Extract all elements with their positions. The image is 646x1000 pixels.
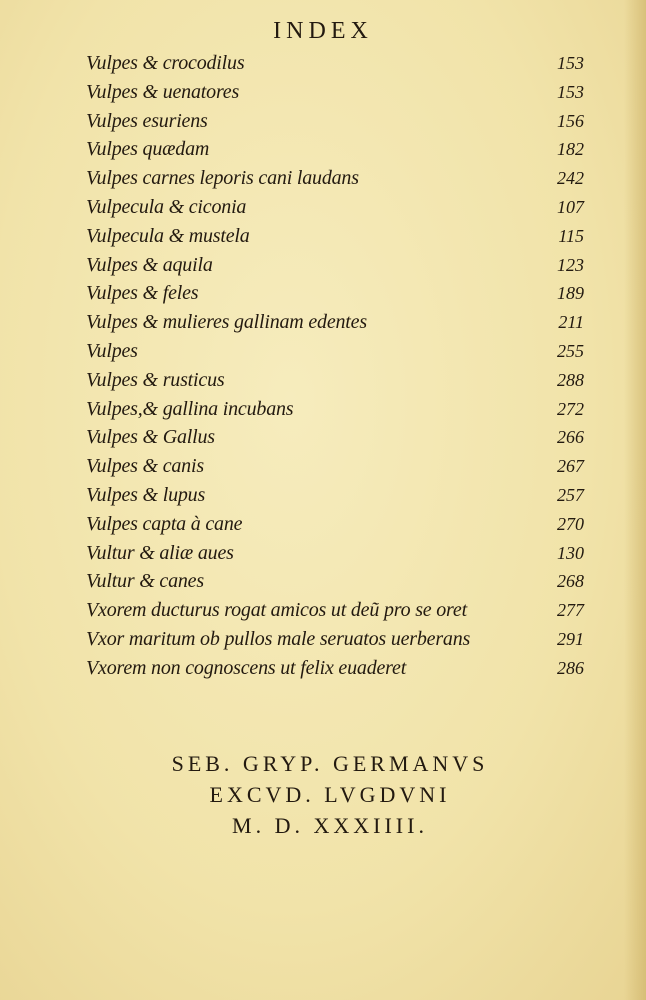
index-entry-page-number: 153 bbox=[557, 81, 584, 102]
index-entry-page-number: 286 bbox=[557, 657, 584, 678]
index-entry-page-number: 267 bbox=[557, 456, 584, 477]
index-entry-title: Vulpes & canis bbox=[86, 455, 204, 478]
index-entry-page-number: 153 bbox=[557, 53, 584, 73]
index-entry-title: Vulpes carnes leporis cani laudans bbox=[86, 167, 359, 190]
index-entry bbox=[86, 282, 586, 311]
colophon-year: M. D. XXXIIII. bbox=[232, 813, 428, 838]
colophon-printer: SEB. GRYP. GERMANVS bbox=[171, 751, 489, 776]
index-entry bbox=[86, 599, 586, 628]
colophon-place: EXCVD. LVGDVNI bbox=[209, 782, 451, 807]
index-entry bbox=[86, 52, 586, 81]
page-title: INDEX bbox=[273, 18, 373, 44]
index-entry-title: Vulpes & lupus bbox=[86, 483, 206, 506]
index-entry-title: Vulpes & Gallus bbox=[86, 426, 215, 449]
index-entry bbox=[86, 138, 586, 167]
colophon bbox=[80, 748, 580, 841]
index-entry-page-number: 272 bbox=[557, 398, 584, 419]
index-entry-page-number: 266 bbox=[557, 427, 584, 448]
index-entry bbox=[86, 81, 586, 110]
index-entry bbox=[86, 167, 586, 196]
index-entry-title: Vxor maritum ob pullos male seruatos uerberans bbox=[86, 627, 471, 650]
index-entry-page-number: 242 bbox=[557, 168, 584, 189]
index-entry-page-number: 115 bbox=[558, 225, 584, 246]
index-entry-page-number: 189 bbox=[557, 283, 584, 304]
index-entry bbox=[86, 225, 586, 254]
index-entry bbox=[86, 426, 586, 455]
index-entry bbox=[86, 513, 586, 542]
index-entry-title: Vulpes & crocodilus bbox=[86, 52, 245, 74]
index-entry-page-number: 257 bbox=[557, 484, 584, 505]
index-entry bbox=[86, 484, 586, 513]
index-entry-page-number: 268 bbox=[557, 571, 584, 592]
index-entry bbox=[86, 311, 586, 340]
index-entry-page-number: 123 bbox=[557, 254, 584, 275]
index-entry-title: Vulpes & rusticus bbox=[86, 368, 225, 391]
index-entry-page-number: 182 bbox=[557, 139, 584, 160]
index-list bbox=[86, 52, 586, 686]
index-entry-page-number: 255 bbox=[557, 340, 584, 361]
index-entry bbox=[86, 254, 586, 283]
index-entry-title: Vulpes & feles bbox=[86, 282, 199, 305]
index-entry-title: Vulpes & mulieres gallinam edentes bbox=[86, 311, 367, 334]
index-entry-page-number: 107 bbox=[557, 196, 584, 217]
index-entry-page-number: 277 bbox=[557, 600, 584, 621]
index-entry-page-number: 156 bbox=[557, 110, 584, 131]
index-entry-title: Vxorem non cognoscens ut felix euaderet bbox=[86, 656, 407, 679]
index-entry-page-number: 288 bbox=[557, 369, 584, 390]
index-entry bbox=[86, 196, 586, 225]
index-entry-page-number: 270 bbox=[557, 513, 584, 534]
index-entry-title: Vulpes esuriens bbox=[86, 109, 208, 132]
index-entry-page-number: 130 bbox=[557, 542, 584, 563]
index-entry-title: Vulpes,& gallina incubans bbox=[86, 397, 294, 420]
index-entry-title: Vulpes capta à cane bbox=[86, 512, 243, 535]
index-entry-title: Vulpes & uenatores bbox=[86, 80, 240, 103]
index-entry-title: Vulpecula & ciconia bbox=[86, 195, 247, 218]
index-entry-page-number: 211 bbox=[558, 312, 584, 333]
index-entry bbox=[86, 455, 586, 484]
index-entry bbox=[86, 110, 586, 139]
index-entry bbox=[86, 542, 586, 571]
index-entry-title: Vulpes & aquila bbox=[86, 253, 213, 276]
index-entry bbox=[86, 628, 586, 657]
index-entry-title: Vulpes bbox=[86, 339, 138, 362]
index-entry bbox=[86, 340, 586, 369]
index-entry-title: Vulpecula & mustela bbox=[86, 224, 250, 247]
index-entry-title: Vultur & canes bbox=[86, 570, 204, 593]
index-entry-page-number: 291 bbox=[557, 628, 584, 649]
index-entry bbox=[86, 570, 586, 599]
page-edge-shadow bbox=[624, 0, 646, 1000]
index-entry bbox=[86, 657, 586, 686]
index-entry-title: Vxorem ducturus rogat amicos ut deũ pro se oret bbox=[86, 599, 467, 622]
index-entry bbox=[86, 398, 586, 427]
index-entry-title: Vulpes quædam bbox=[86, 138, 210, 161]
index-entry bbox=[86, 369, 586, 398]
index-entry-title: Vultur & aliæ aues bbox=[86, 541, 234, 564]
